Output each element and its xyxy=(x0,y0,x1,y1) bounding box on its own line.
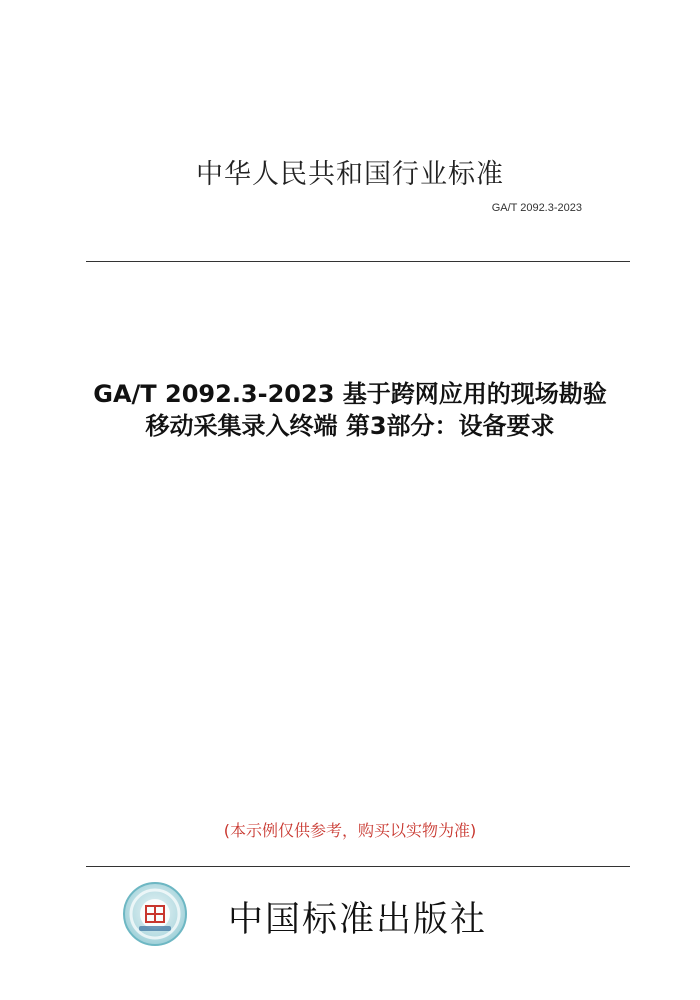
document-title-line-1: GA/T 2092.3-2023 基于跨网应用的现场勘验 xyxy=(93,380,607,408)
standard-category-title: 中华人民共和国行业标准 xyxy=(196,159,504,190)
document-title-line-2: 移动采集录入终端 第3部分：设备要求 xyxy=(145,412,555,440)
document-title xyxy=(40,378,660,442)
sample-notice: (本示例仅供参考，购买以实物为准) xyxy=(223,821,477,840)
top-divider xyxy=(86,261,630,262)
publisher-seal-icon xyxy=(123,882,187,946)
publisher-name: 中国标准出版社 xyxy=(228,900,488,940)
publisher-footer xyxy=(0,878,700,958)
bottom-divider xyxy=(86,866,630,867)
standard-code: GA/T 2092.3-2023 xyxy=(491,202,582,214)
